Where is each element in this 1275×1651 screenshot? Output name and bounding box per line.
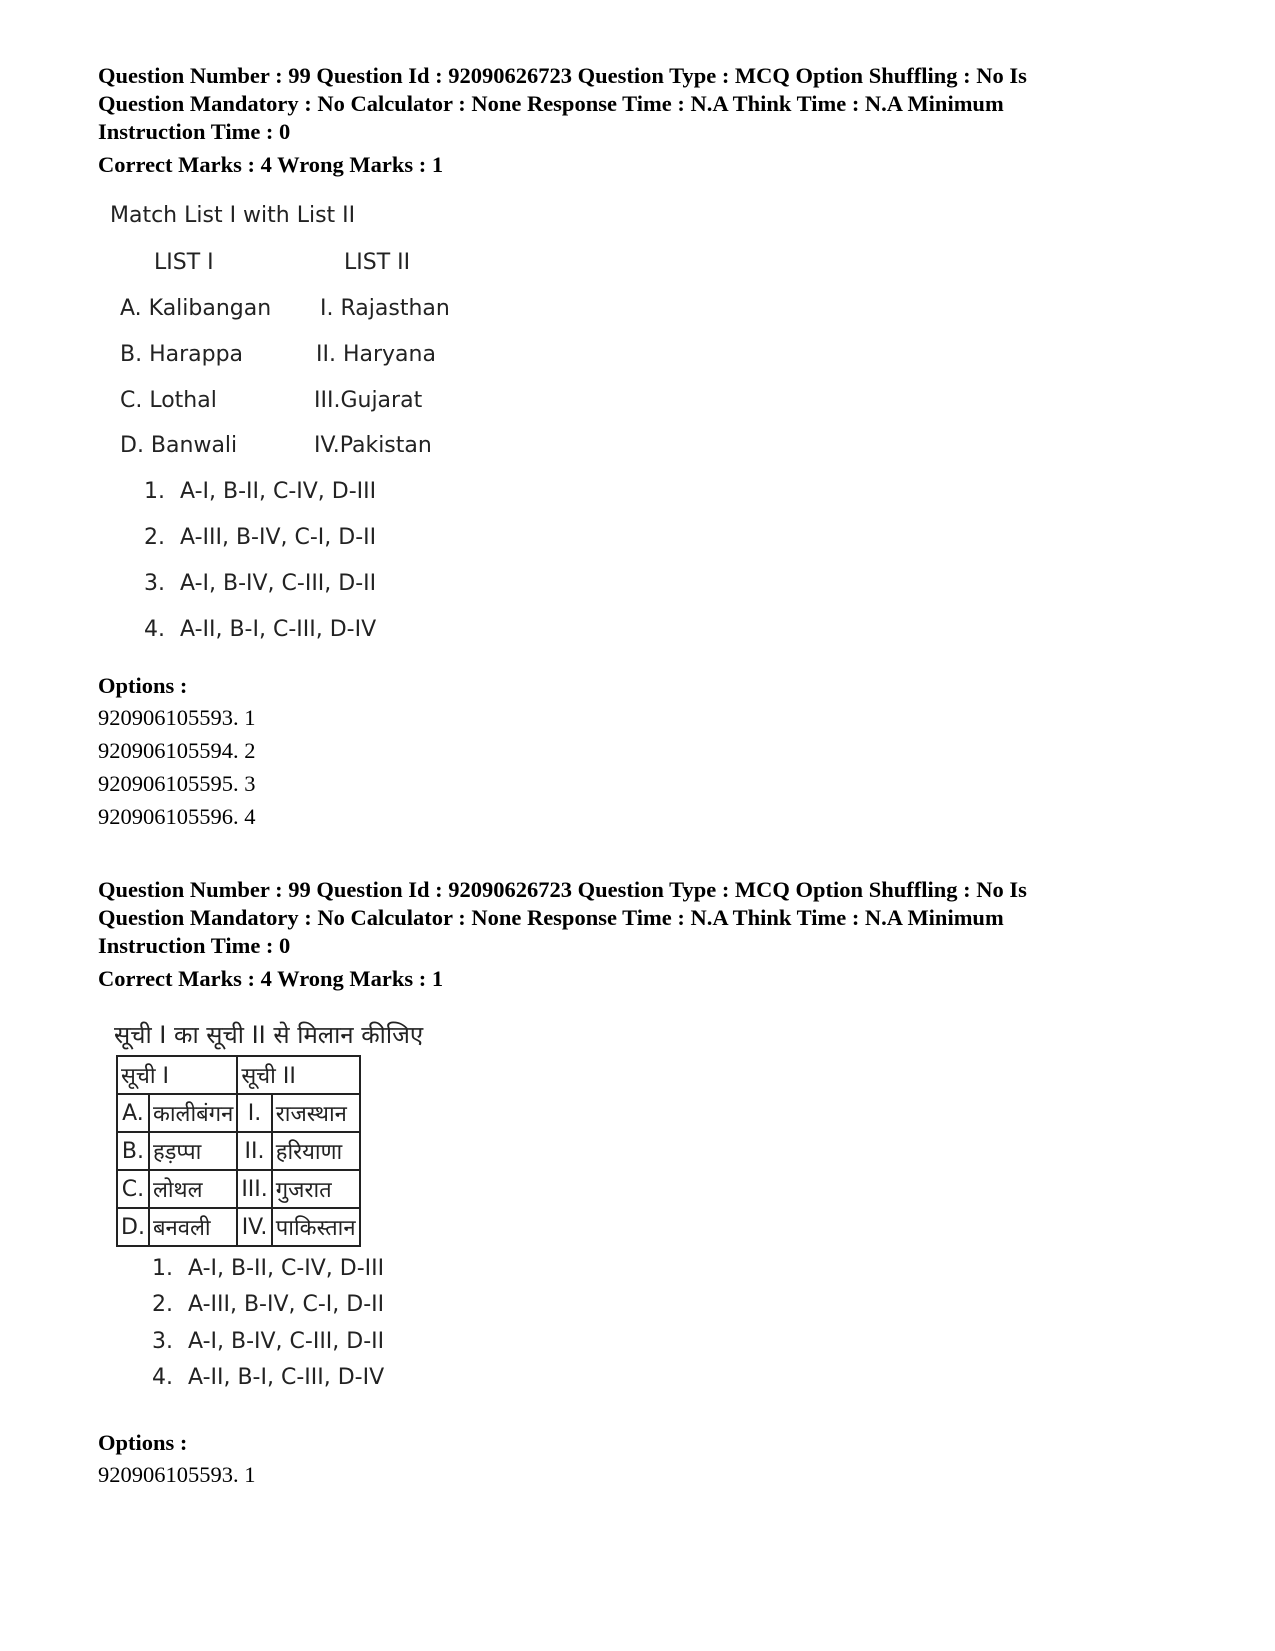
table-cell: पाकिस्तान (272, 1208, 360, 1246)
table-row (117, 1170, 360, 1208)
answer-choice (144, 479, 376, 504)
choice-number: 2. (144, 525, 165, 550)
table-cell: C. (117, 1170, 149, 1208)
table-header-row (117, 1056, 360, 1094)
table-cell: कालीबंगन (149, 1094, 237, 1132)
list-1-item: C. Lothal (120, 388, 217, 413)
table-cell: II. (237, 1132, 271, 1170)
answer-choice (152, 1365, 384, 1390)
question-meta-line-3: Instruction Time : 0 (98, 933, 291, 958)
table-cell: III. (237, 1170, 271, 1208)
option-item: 920906105596. 4 (98, 804, 256, 829)
table-cell: राजस्थान (272, 1094, 360, 1132)
option-item: 920906105593. 1 (98, 705, 256, 730)
question-meta-line-2: Question Mandatory : No Calculator : None Response Time : N.A Think Time : N.A Minimum (98, 905, 1004, 930)
question-meta-line-1: Question Number : 99 Question Id : 92090626723 Question Type : MCQ Option Shuffling : No Is (98, 63, 1027, 88)
table-cell: IV. (237, 1208, 271, 1246)
list-header-1: LIST I (154, 250, 214, 275)
choice-text: A-II, B-I, C-III, D-IV (188, 1365, 385, 1390)
question-intro: Match List I with List II (110, 203, 356, 228)
table-row (117, 1132, 360, 1170)
choice-number: 1. (152, 1256, 173, 1281)
table-row (117, 1094, 360, 1132)
table-cell: हरियाणा (272, 1132, 360, 1170)
choice-text: A-I, B-IV, C-III, D-II (188, 1329, 385, 1354)
choice-number: 1. (144, 479, 165, 504)
match-table (116, 1055, 361, 1247)
answer-choice (144, 525, 376, 550)
table-cell: B. (117, 1132, 149, 1170)
choice-number: 4. (144, 617, 165, 642)
choice-number: 3. (144, 571, 165, 596)
table-cell: हड़प्पा (149, 1132, 237, 1170)
choice-number: 2. (152, 1292, 173, 1317)
choice-number: 4. (152, 1365, 173, 1390)
question-block-2 (98, 876, 1198, 993)
marks-line: Correct Marks : 4 Wrong Marks : 1 (98, 152, 444, 177)
table-header-cell: सूची II (237, 1056, 359, 1094)
choice-number: 3. (152, 1329, 173, 1354)
answer-choice (152, 1292, 384, 1317)
answer-choice (144, 571, 376, 596)
table-cell: D. (117, 1208, 149, 1246)
table-row (117, 1208, 360, 1246)
choice-text: A-III, B-IV, C-I, D-II (180, 525, 377, 550)
list-header-2: LIST II (344, 250, 411, 275)
list-2-item: III.Gujarat (314, 388, 423, 413)
choice-text: A-I, B-IV, C-III, D-II (180, 571, 377, 596)
choice-text: A-II, B-I, C-III, D-IV (180, 617, 377, 642)
answer-choice (152, 1256, 384, 1281)
list-2-item: IV.Pakistan (314, 433, 432, 458)
answer-choice (144, 617, 376, 642)
table-cell: बनवली (149, 1208, 237, 1246)
question-meta-line-3: Instruction Time : 0 (98, 119, 291, 144)
list-1-item: A. Kalibangan (120, 296, 272, 321)
choice-text: A-I, B-II, C-IV, D-III (188, 1256, 385, 1281)
list-2-item: I. Rajasthan (320, 296, 450, 321)
question-intro: सूची I का सूची II से मिलान कीजिए (114, 1021, 424, 1049)
question-meta-line-2: Question Mandatory : No Calculator : None Response Time : N.A Think Time : N.A Minimum (98, 91, 1004, 116)
question-block-1 (98, 62, 1198, 179)
options-title: Options : (98, 1430, 188, 1455)
list-1-item: B. Harappa (120, 342, 244, 367)
marks-line: Correct Marks : 4 Wrong Marks : 1 (98, 966, 444, 991)
options-title: Options : (98, 673, 188, 698)
option-item: 920906105594. 2 (98, 738, 256, 763)
table-cell: लोथल (149, 1170, 237, 1208)
option-item: 920906105595. 3 (98, 771, 256, 796)
table-cell: I. (237, 1094, 271, 1132)
list-1-item: D. Banwali (120, 433, 238, 458)
table-cell: A. (117, 1094, 149, 1132)
table-cell: गुजरात (272, 1170, 360, 1208)
option-item: 920906105593. 1 (98, 1462, 256, 1487)
list-2-item: II. Haryana (316, 342, 436, 367)
table-header-cell: सूची I (117, 1056, 237, 1094)
choice-text: A-I, B-II, C-IV, D-III (180, 479, 377, 504)
question-meta-line-1: Question Number : 99 Question Id : 92090626723 Question Type : MCQ Option Shuffling : No Is (98, 877, 1027, 902)
answer-choice (152, 1329, 384, 1354)
choice-text: A-III, B-IV, C-I, D-II (188, 1292, 385, 1317)
